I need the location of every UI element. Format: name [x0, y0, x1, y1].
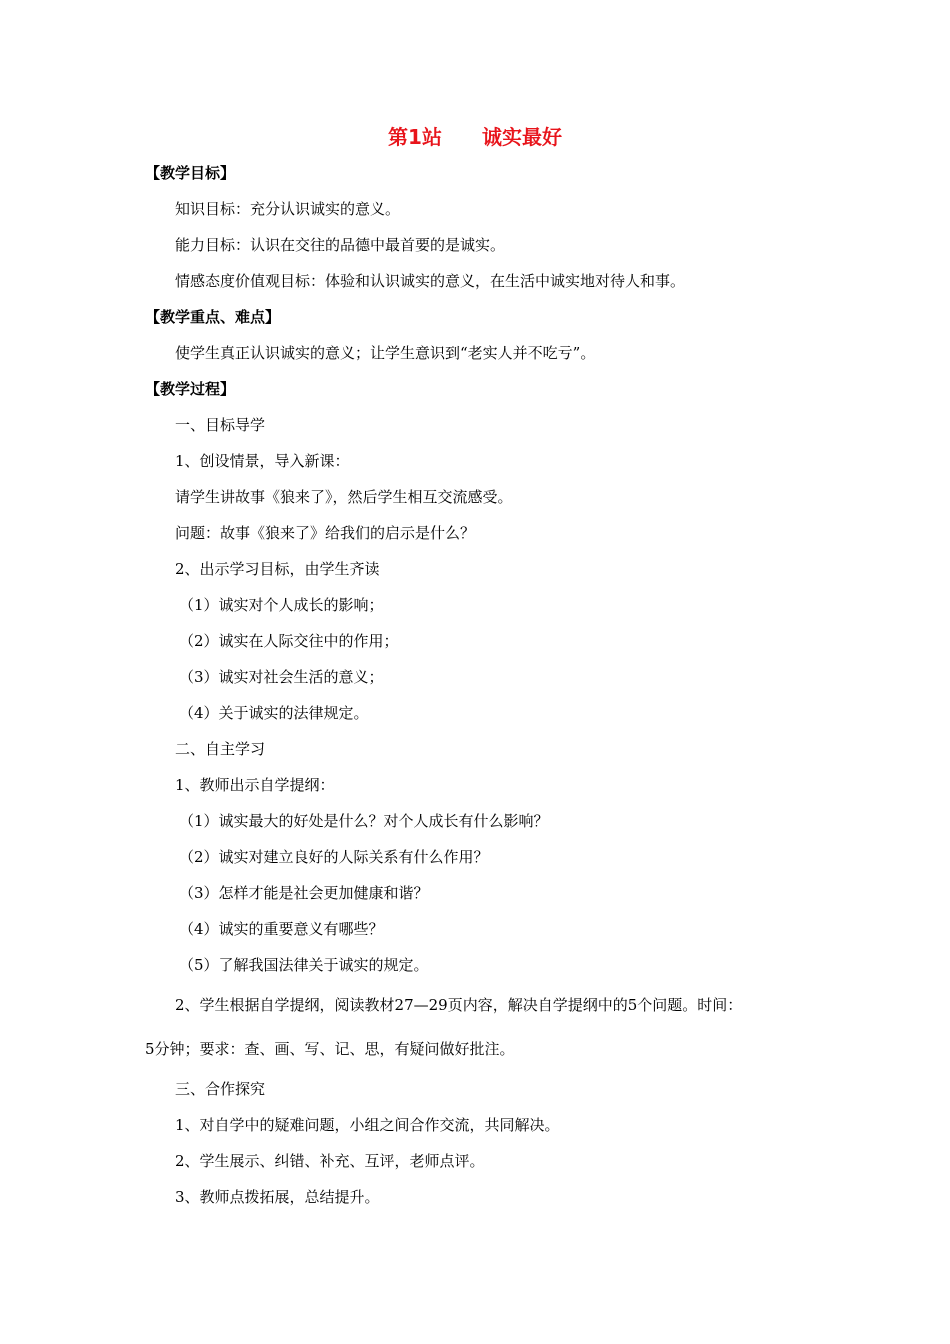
section-heading-goals: 【教学目标】: [145, 164, 236, 182]
part3-title: 三、合作探究: [175, 1080, 266, 1098]
section-heading-process: 【教学过程】: [145, 380, 236, 398]
goal-emotion: 情感态度价值观目标：体验和认识诚实的意义，在生活中诚实地对待人和事。: [175, 272, 686, 290]
part2-step1: 1、教师出示自学提纲：: [175, 776, 335, 794]
part1-step2: 2、出示学习目标，由学生齐读: [175, 560, 380, 578]
outline-item: （2）诚实对建立良好的人际关系有什么作用？: [179, 848, 489, 866]
part2-title: 二、自主学习: [175, 740, 266, 758]
section-heading-key-points: 【教学重点、难点】: [145, 308, 281, 326]
objective-item: （1）诚实对个人成长的影响；: [179, 596, 384, 614]
outline-item: （3）怎样才能是社会更加健康和谐？: [179, 884, 429, 902]
outline-item: （4）诚实的重要意义有哪些？: [179, 920, 384, 938]
part1-question: 问题：故事《狼来了》给我们的启示是什么？: [175, 524, 476, 542]
outline-item: （5）了解我国法律关于诚实的规定。: [179, 956, 429, 974]
outline-item: （1）诚实最大的好处是什么？对个人成长有什么影响？: [179, 812, 549, 830]
part3-step: 1、对自学中的疑难问题，小组之间合作交流，共同解决。: [175, 1116, 560, 1134]
part3-step: 2、学生展示、纠错、补充、互评，老师点评。: [175, 1152, 485, 1170]
page-title: 第1站 诚实最好: [388, 125, 562, 149]
part1-step1: 1、创设情景，导入新课：: [175, 452, 350, 470]
part1-story: 请学生讲故事《狼来了》，然后学生相互交流感受。: [175, 488, 513, 506]
goal-ability: 能力目标：认识在交往的品德中最首要的是诚实。: [175, 236, 506, 254]
part2-step2-line1: 2、学生根据自学提纲，阅读教材27—29页内容，解决自学提纲中的5个问题。时间：: [175, 996, 743, 1014]
document-body: [145, 155, 810, 1215]
objective-item: （3）诚实对社会生活的意义；: [179, 668, 384, 686]
goal-knowledge: 知识目标：充分认识诚实的意义。: [175, 200, 401, 218]
objective-item: （4）关于诚实的法律规定。: [179, 704, 369, 722]
key-points-text: 使学生真正认识诚实的意义；让学生意识到“老实人并不吃亏”。: [175, 344, 596, 362]
part3-step: 3、教师点拨拓展，总结提升。: [175, 1188, 380, 1206]
part2-step2-line2: 5分钟；要求：查、画、写、记、思，有疑问做好批注。: [145, 1040, 515, 1058]
objective-item: （2）诚实在人际交往中的作用；: [179, 632, 399, 650]
part1-title: 一、目标导学: [175, 416, 266, 434]
